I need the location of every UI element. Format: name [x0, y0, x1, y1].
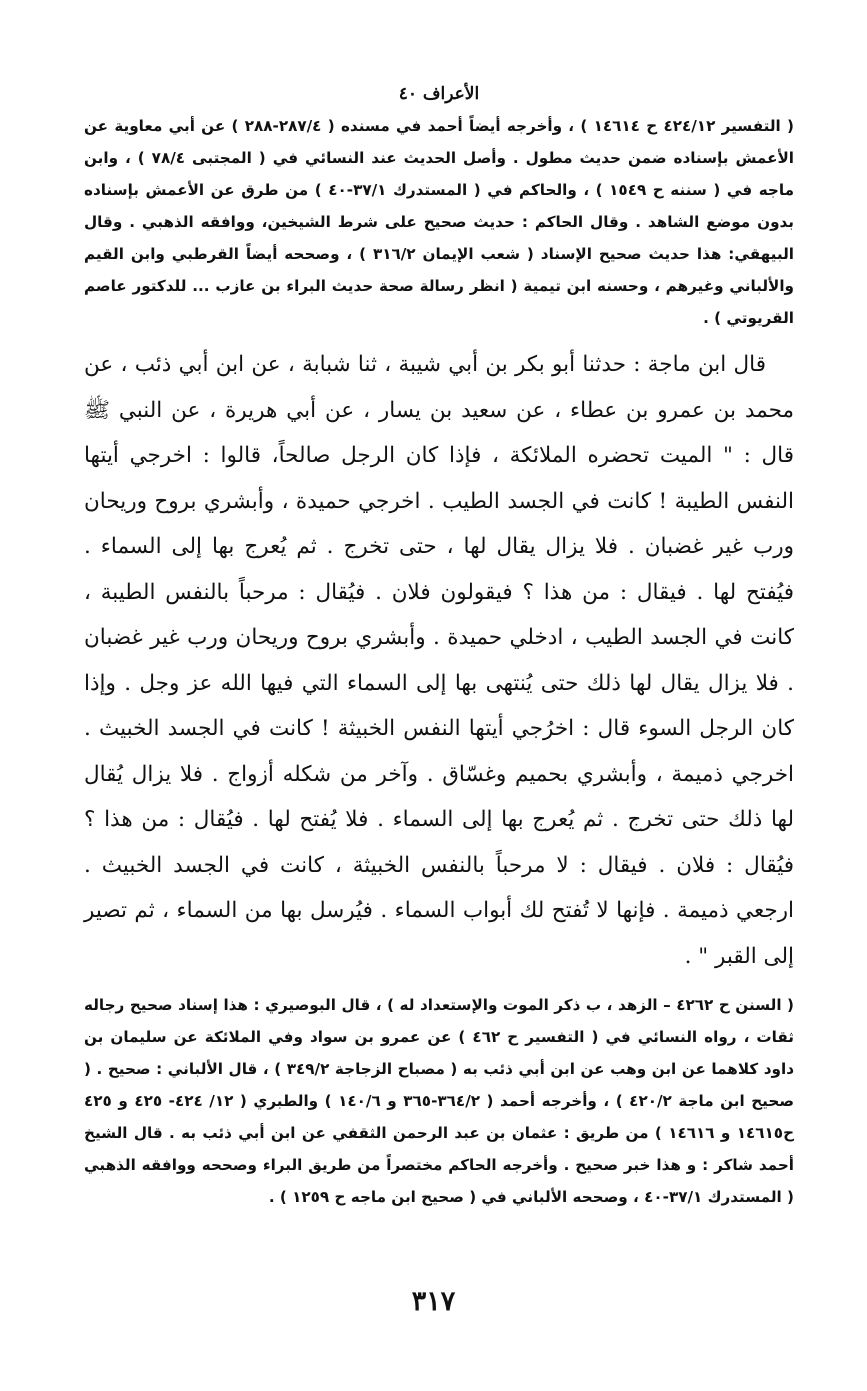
hadith-paragraph: قال ابن ماجة : حدثنا أبو بكر بن أبي شيبة ، ثنا شبابة ، عن ابن أبي ذئب ، عن محمد بن عمرو بن عطاء ، عن سعيد بن يسار ، عن أبي هريرة ، عن النبي ﷺ قال : " الميت تحضره الملائكة ، فإذا كان الرجل صالحاً، قالوا : اخرجي أيتها النفس الطيبة ! كانت في الجسد الطيب . اخرجي حميدة ، وأبشري بروح وريحان ورب غير غضبان . فلا يزال يقال لها ، حتى تخرج . ثم يُعرج بها إلى السماء . فيُفتح لها . فيقال : من هذا ؟ فيقولون فلان . فيُقال : مرحباً بالنفس الطيبة ، كانت في الجسد الطيب ، ادخلي حميدة . وأبشري بروح وريحان ورب غير غضبان . فلا يزال يقال لها ذلك حتى يُنتهى بها إلى السماء التي فيها الله عز وجل . وإذا كان الرجل السوء قال : اخرُجي أيتها النفس الخبيثة ! كانت في الجسد الخبيث . اخرجي ذميمة ، وأبشري بحميم وغسّاق . وآخر من شكله أزواج . فلا يزال يُقال لها ذلك حتى تخرج . ثم يُعرج بها إلى السماء . فلا يُفتح لها . فيُقال : من هذا ؟ فيُقال : فلان . فيقال : لا مرحباً بالنفس الخبيثة ، كانت في الجسد الخبيث . ارجعي ذميمة . فإنها لا تُفتح لك أبواب السماء . فيُرسل بها من السماء ، ثم تصير إلى القبر " . — [84, 352, 794, 969]
footnote-bottom: ( السنن ح ٤٢٦٢ – الزهد ، ب ذكر الموت والإستعداد له ) ، قال البوصيري : هذا إسناد صحيح رجاله ثقات ، رواه النسائي في ( التفسير ح ٤٦٢ ) عن عمرو بن سواد وفي الملائكة عن سليمان بن داود كلاهما عن ابن وهب عن ابن أبي ذئب به ( مصباح الزجاجة ٣٤٩/٢ ) ، قال الألباني : صحيح . ( صحيح ابن ماجة ٤٢٠/٢ ) ، وأخرجه أحمد ( ٣٦٤/٢-٣٦٥ و ١٤٠/٦ ) والطبري ( ١٢/ ٤٢٤- ٤٢٥ و ٤٢٥ ح١٤٦١٥ و ١٤٦١٦ ) من طريق : عثمان بن عبد الرحمن الثقفي عن ابن أبي ذئب به . قال الشيخ أحمد شاكر : و هذا خبر صحيح . وأخرجه الحاكم مختصراً من طريق البراء وصححه ووافقه الذهبي ( المستدرك ٣٧/١-٤٠ ، وصححه الألباني في ( صحيح ابن ماجه ح ١٢٥٩ ) . — [84, 996, 795, 1206]
book-page — [84, 74, 794, 1213]
footnote-top: ( التفسير ٤٢٤/١٢ ح ١٤٦١٤ ) ، وأخرجه أيضاً أحمد في مسنده ( ٢٨٧/٤-٢٨٨ ) عن أبي معاوية عن الأعمش بإسناده ضمن حديث مطول . وأصل الحديث عند النسائي في ( المجتبى ٧٨/٤ ) ، وابن ماجه في ( سننه ح ١٥٤٩ ) ، والحاكم في ( المستدرك ٣٧/١-٤٠ ) من طرق عن الأعمش بإسناده بدون موضع الشاهد . وقال الحاكم : حديث صحيح على شرط الشيخين، ووافقه الذهبي . وقال البيهقي: هذا حديث صحيح الإسناد ( شعب الإيمان ٣١٦/٢ ) ، وصححه أيضاً القرطبي وابن القيم والألباني وغيرهم ، وحسنه ابن تيمية ( انظر رسالة صحة حديث البراء بن عازب ... للدكتور عاصم القريوتي ) . — [84, 117, 794, 327]
page-number: ٣١٧ — [411, 1286, 456, 1317]
running-header: الأعراف ٤٠ — [398, 84, 480, 104]
main-text — [84, 342, 794, 979]
